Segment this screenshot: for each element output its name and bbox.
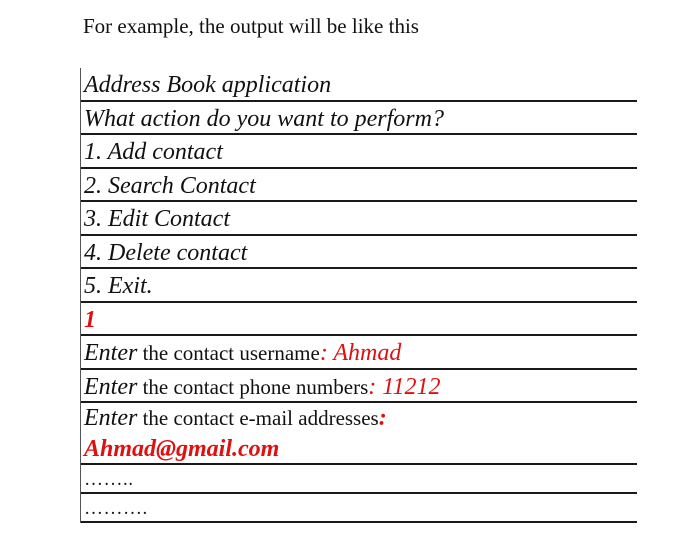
email-sep: : <box>378 405 387 431</box>
console-output <box>80 68 637 523</box>
menu-item-edit: 3. Edit Contact <box>81 202 637 236</box>
continuation-dots <box>81 465 637 494</box>
email-line <box>81 403 637 465</box>
username-sep: : <box>319 340 334 366</box>
action-prompt: What action do you want to perform? <box>81 102 637 136</box>
enter-keyword: Enter <box>84 405 138 431</box>
menu-item-exit: 5. Exit. <box>81 269 637 303</box>
phone-sep: : <box>368 373 383 400</box>
user-choice: 1 <box>81 303 637 337</box>
enter-keyword: Enter <box>84 373 138 400</box>
username-line <box>81 336 637 370</box>
dots-text: …….. <box>84 469 134 490</box>
username-label: the contact username <box>137 341 320 365</box>
intro-text: For example, the output will be like this <box>83 14 419 38</box>
menu-item-add: 1. Add contact <box>81 135 637 169</box>
menu-item-delete: 4. Delete contact <box>81 236 637 270</box>
continuation-dots <box>81 494 637 523</box>
app-title: Address Book application <box>81 68 637 102</box>
menu-item-search: 2. Search Contact <box>81 169 637 203</box>
phone-line <box>81 370 637 404</box>
email-value: Ahmad@gmail.com <box>84 436 280 462</box>
enter-keyword: Enter <box>84 340 138 366</box>
phone-value: 11212 <box>382 373 441 400</box>
phone-label: the contact phone numbers <box>137 374 369 399</box>
username-value: Ahmad <box>333 340 402 366</box>
email-label: the contact e-mail addresses <box>137 406 379 430</box>
dots-text: ………. <box>84 498 148 519</box>
